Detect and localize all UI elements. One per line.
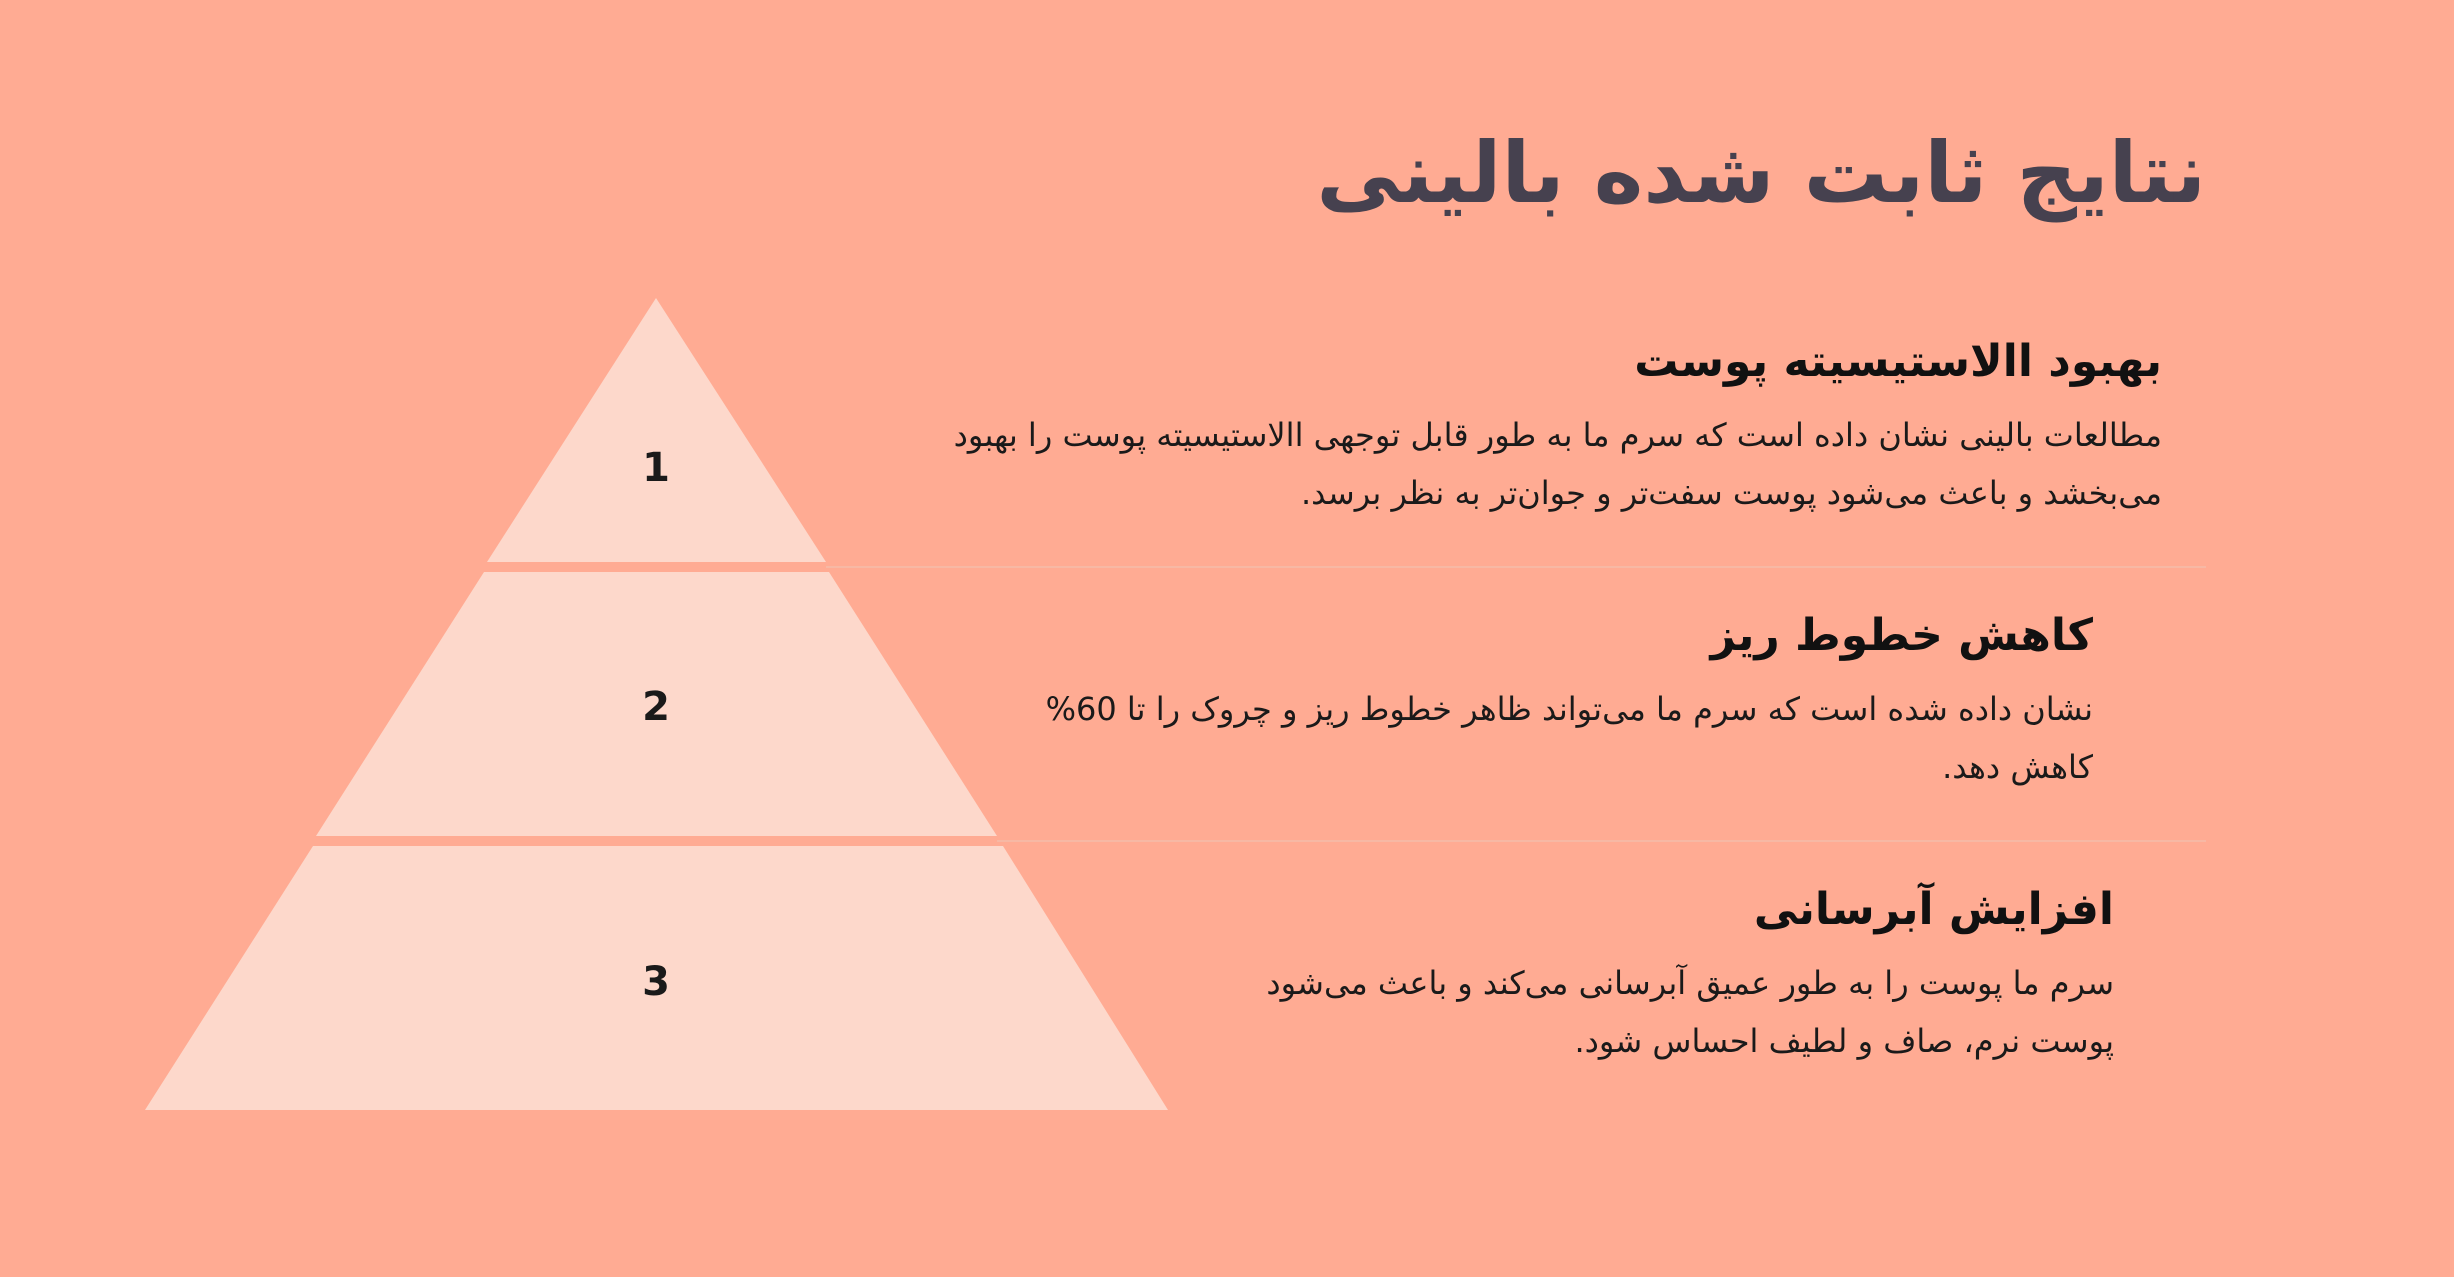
- pyramid-tier-2-number: 2: [642, 684, 670, 730]
- pyramid-tier-1-number: 1: [642, 445, 670, 491]
- result-item-2-heading: کاهش خطوط ریز: [1710, 610, 2093, 661]
- result-item-1-description: مطالعات بالینی نشان داده است که سرم ما به طور قابل توجهی االاستیسیته پوست را بهبود می‌بخشد و باعث می‌شود پوست سفت‌تر و جوان‌تر به نظر برسد.: [953, 416, 2162, 512]
- divider-1: [826, 566, 2206, 568]
- pyramid-tier-1: [487, 298, 826, 562]
- divider-2: [997, 840, 2206, 842]
- result-item-3-heading: افزایش آبرسانی: [1753, 884, 2114, 935]
- result-item-1: [862, 332, 2162, 522]
- slide-title: نتایج ثابت شده بالینی: [1316, 124, 2206, 222]
- result-item-2: [1033, 606, 2093, 796]
- result-item-3: [1204, 880, 2114, 1070]
- result-item-3-description: سرم ما پوست را به طور عمیق آبرسانی می‌کند و باعث می‌شود پوست نرم، صاف و لطیف احساس شود.: [1266, 964, 2114, 1060]
- result-item-2-description: نشان داده شده است که سرم ما می‌تواند ظاهر خطوط ریز و چروک را تا 60% کاهش دهد.: [1045, 690, 2093, 786]
- result-item-1-heading: بهبود االاستیسیته پوست: [1634, 336, 2162, 387]
- pyramid-tier-3-number: 3: [642, 959, 670, 1005]
